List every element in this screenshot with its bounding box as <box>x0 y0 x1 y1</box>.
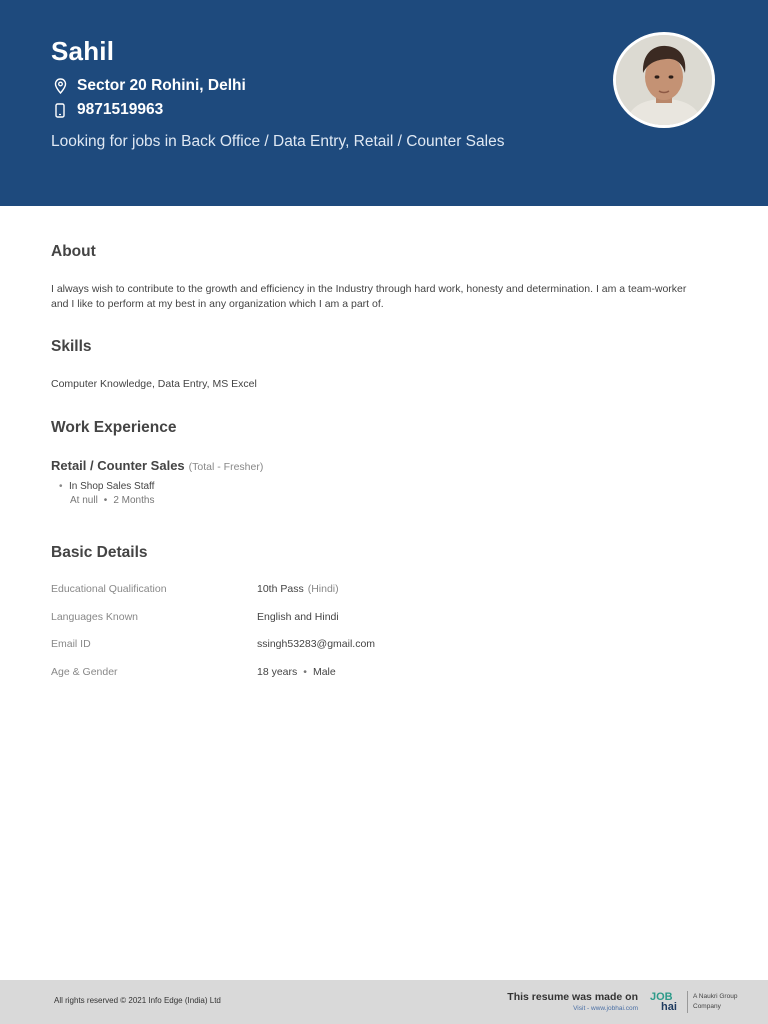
naukri-group-text: A Naukri Group Company <box>693 993 738 1010</box>
detail-value <box>257 666 336 678</box>
job-role: In Shop Sales Staff <box>69 481 155 492</box>
footer-divider <box>687 991 688 1013</box>
gender-value: Male <box>312 666 336 678</box>
experience-category <box>51 458 263 473</box>
job-preference: Looking for jobs in Back Office / Data Entry, Retail / Counter Sales <box>51 133 505 150</box>
avatar <box>613 32 715 128</box>
location-text: Sector 20 Rohini, Delhi <box>77 77 246 94</box>
about-heading: About <box>51 243 96 260</box>
profile-photo <box>616 35 712 125</box>
mobile-phone-icon <box>52 101 68 119</box>
detail-label: Email ID <box>51 638 91 650</box>
email-value: ssingh53283@gmail.com <box>257 638 376 650</box>
made-on-text: This resume was made on <box>507 991 638 1003</box>
location-row <box>52 77 246 95</box>
experience-total: (Total - Fresher) <box>188 461 264 473</box>
job-company: At null <box>70 495 98 506</box>
education-value: 10th Pass <box>257 583 304 595</box>
location-pin-icon <box>52 77 68 95</box>
phone-row <box>52 101 163 119</box>
about-text: I always wish to contribute to the growth and efficiency in the Industry through hard work, honesty and determination. I am a team-worker and I like to perform at my best in any organization which I am a part of. <box>51 283 687 310</box>
resume-header <box>0 0 768 206</box>
separator-dot: • <box>303 666 307 678</box>
logo-hai: hai <box>661 1001 677 1013</box>
job-duration: 2 Months <box>113 495 155 506</box>
separator-dot: • <box>103 495 108 506</box>
made-on-block <box>507 991 638 1012</box>
skills-heading: Skills <box>51 338 92 355</box>
skills-text: Computer Knowledge, Data Entry, MS Excel <box>51 378 257 390</box>
age-value: 18 years <box>257 666 298 678</box>
visit-link[interactable]: Visit - www.jobhai.com <box>573 1005 638 1012</box>
jobhai-logo <box>648 991 684 1013</box>
basic-details-heading: Basic Details <box>51 544 148 561</box>
detail-label: Age & Gender <box>51 666 118 678</box>
footer <box>0 980 768 1024</box>
job-meta <box>70 495 154 506</box>
detail-value <box>257 583 339 595</box>
bullet-icon: • <box>59 481 63 492</box>
copyright-text: All rights reserved © 2021 Info Edge (India) Ltd <box>54 996 221 1005</box>
languages-value: English and Hindi <box>257 611 339 623</box>
logo-job: JOB <box>650 991 673 1003</box>
detail-label: Languages Known <box>51 611 138 623</box>
experience-category-label: Retail / Counter Sales <box>51 458 185 473</box>
phone-number: 9871519963 <box>77 101 164 118</box>
education-medium: (Hindi) <box>307 583 339 595</box>
work-experience-heading: Work Experience <box>51 419 177 436</box>
candidate-name: Sahil <box>51 36 115 66</box>
detail-label: Educational Qualification <box>51 583 167 595</box>
